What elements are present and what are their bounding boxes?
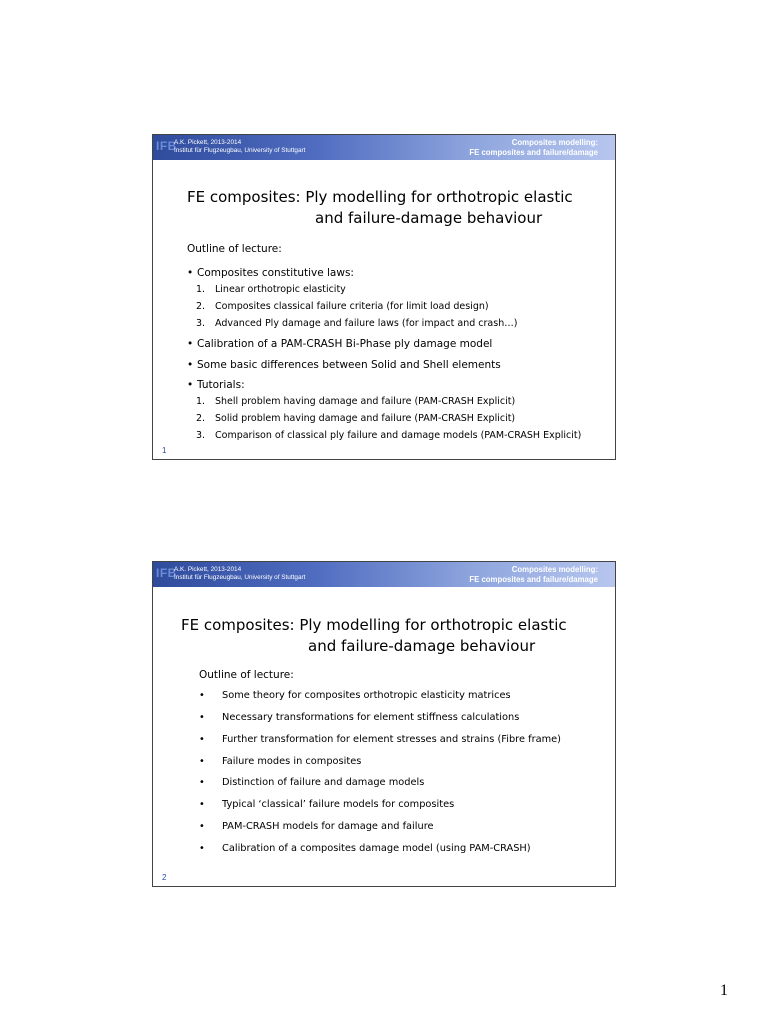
course-line-1: Composites modelling: [511, 138, 598, 147]
list-item: • PAM-CRASH models for damage and failure [199, 821, 434, 832]
sub-item: 2. Solid problem having damage and failure (PAM-CRASH Explicit) [196, 413, 516, 424]
author-line-2: Institut für Flugzeugbau, University of Stuttgart [174, 147, 306, 154]
slide-header-banner [153, 562, 615, 587]
list-item: • Some theory for composites orthotropic elasticity matrices [199, 690, 511, 701]
outline-label: Outline of lecture: [199, 669, 294, 681]
slide-title-line-2: and failure-damage behaviour [308, 637, 536, 655]
slide-number: 2 [162, 873, 167, 882]
sub-item: 3. Advanced Ply damage and failure laws (for impact and crash…) [196, 318, 518, 329]
course-line-2: FE composites and failure/damage [469, 574, 598, 584]
bullet-item: • Calibration of a PAM-CRASH Bi-Phase ply damage model [187, 338, 493, 350]
slide-1 [152, 134, 616, 460]
list-item: • Further transformation for element stresses and strains (Fibre frame) [199, 734, 561, 745]
author-info [174, 139, 305, 155]
outline-label: Outline of lecture: [187, 243, 282, 255]
course-info [469, 138, 598, 157]
slide-title-line-1: FE composites: Ply modelling for orthotropic elastic [181, 616, 567, 634]
page-number: 1 [720, 982, 728, 999]
sub-item: 1. Linear orthotropic elasticity [196, 284, 346, 295]
list-item: • Failure modes in composites [199, 756, 362, 767]
slide-number: 1 [162, 446, 167, 455]
ifb-logo: IFB [156, 566, 177, 580]
sub-item: 2. Composites classical failure criteria (for limit load design) [196, 301, 489, 312]
sub-item: 1. Shell problem having damage and failure (PAM-CRASH Explicit) [196, 396, 516, 407]
author-line-1: A.K. Pickett, 2013-2014 [174, 139, 242, 146]
bullet-item: • Tutorials: [187, 379, 245, 391]
list-item: • Calibration of a composites damage model (using PAM-CRASH) [199, 843, 531, 854]
author-info [174, 566, 305, 582]
sub-item: 3. Comparison of classical ply failure and damage models (PAM-CRASH Explicit) [196, 430, 582, 441]
author-line-2: Institut für Flugzeugbau, University of Stuttgart [174, 574, 306, 581]
slide-header-banner [153, 135, 615, 160]
bullet-item: • Some basic differences between Solid and Shell elements [187, 359, 501, 371]
ifb-logo: IFB [156, 139, 177, 153]
course-line-1: Composites modelling: [511, 565, 598, 574]
slide-title-line-2: and failure-damage behaviour [315, 209, 543, 227]
list-item: • Typical ‘classical’ failure models for composites [199, 799, 455, 810]
list-item: • Necessary transformations for element stiffness calculations [199, 712, 520, 723]
course-line-2: FE composites and failure/damage [469, 147, 598, 157]
bullet-item: • Composites constitutive laws: [187, 267, 354, 279]
slide-2 [152, 561, 616, 887]
slide-title-line-1: FE composites: Ply modelling for orthotropic elastic [187, 188, 573, 206]
list-item: • Distinction of failure and damage models [199, 777, 425, 788]
course-info [469, 565, 598, 584]
author-line-1: A.K. Pickett, 2013-2014 [174, 566, 242, 573]
